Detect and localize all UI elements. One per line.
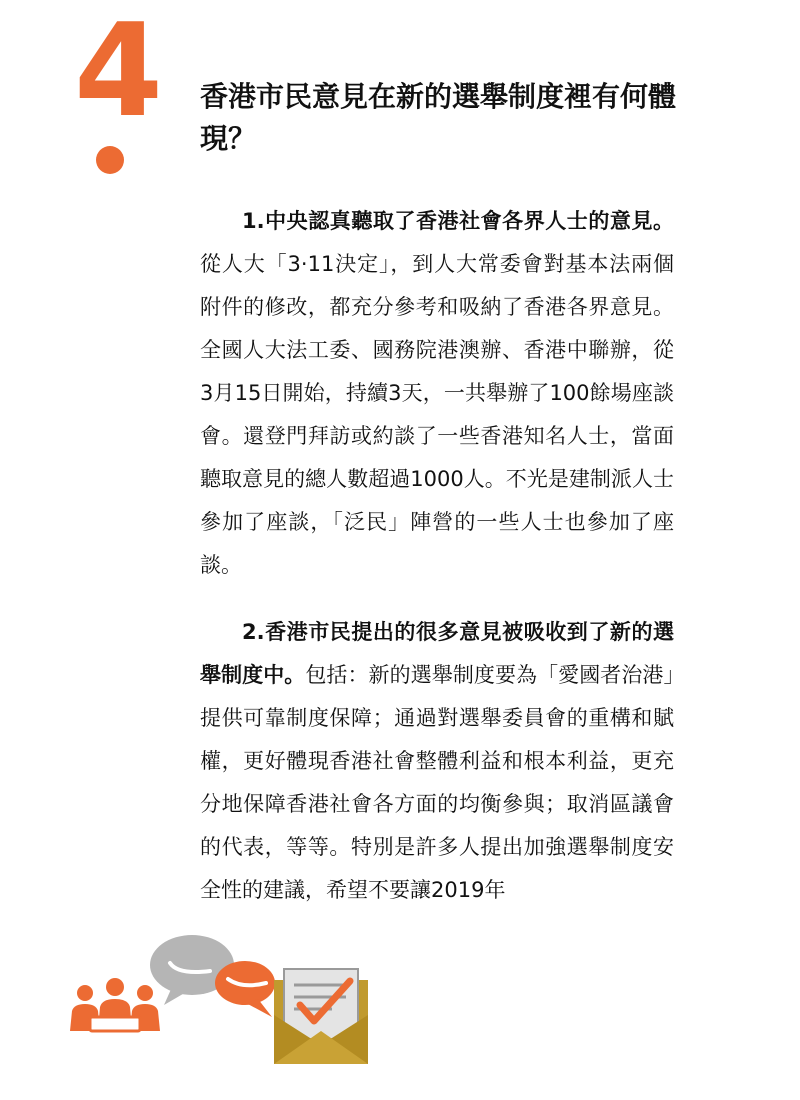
paragraph-2-text: 包括：新的選舉制度要為「愛國者治港」提供可靠制度保障；通過對選舉委員會的重構和賦權，更好體現香港社會整體利益和根本利益，更充分地保障香港社會各方面的均衡參與；取消區議會的代表，等等。特別是許多人提出加強選舉制度安全性的建議，希望不要讓2019年 <box>200 663 675 902</box>
section-number: 4 <box>74 0 164 146</box>
illustration-graphic <box>60 925 380 1070</box>
illustration <box>60 925 380 1074</box>
ballot-envelope-icon <box>274 969 368 1064</box>
people-group-icon <box>70 978 160 1031</box>
speech-bubbles-icon <box>150 935 275 1017</box>
paragraph-1-lead: 1.中央認真聽取了香港社會各界人士的意見。 <box>242 209 674 233</box>
article-body <box>200 200 674 936</box>
paragraph-1-text: 從人大「3·11決定」，到人大常委會對基本法兩個附件的修改，都充分參考和吸納了香港各界意見。全國人大法工委、國務院港澳辦、香港中聯辦，從3月15日開始，持續3天，一共舉辦了100餘場座談會。還登門拜訪或約談了一些香港知名人士，當面聽取意見的總人數超過1000人。不光是建制派人士參加了座談，「泛民」陣營的一些人士也參加了座談。 <box>200 252 674 577</box>
section-number-dot <box>96 146 124 174</box>
paragraph-2 <box>200 611 674 912</box>
paragraph-2-lead: 2.香港市民提出的很多意見被吸收到了新的選舉制度中。 <box>200 620 674 687</box>
section-title: 香港市民意見在新的選舉制度裡有何體現？ <box>200 80 677 155</box>
paragraph-1 <box>200 200 674 587</box>
